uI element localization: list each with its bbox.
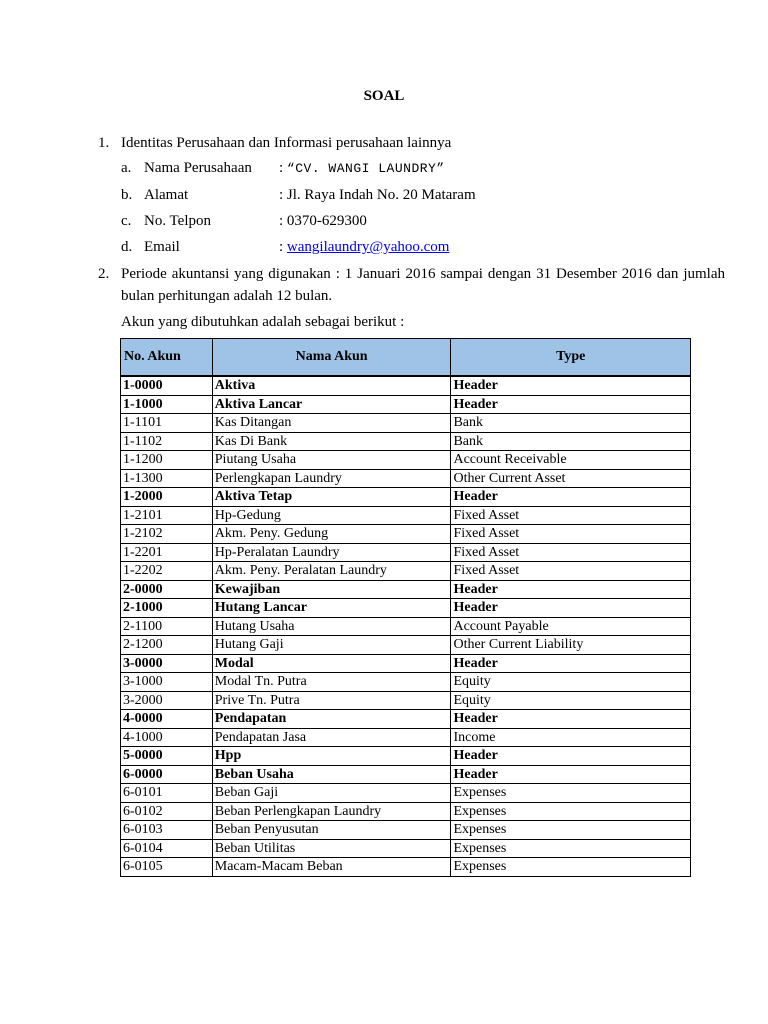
- item-letter: a.: [121, 160, 132, 176]
- section-1-heading: Identitas Perusahaan dan Informasi perusahaan lainnya: [121, 135, 452, 151]
- section-2-intro: Akun yang dibutuhkan adalah sebagai berikut :: [121, 314, 405, 330]
- account-type-cell: Bank: [451, 432, 691, 451]
- account-name-cell: Hutang Usaha: [212, 617, 451, 636]
- table-row: [121, 710, 691, 729]
- account-number-cell: 1-1102: [121, 432, 213, 451]
- account-number-cell: 6-0103: [121, 821, 213, 840]
- account-name-cell: Aktiva: [212, 376, 451, 395]
- phone-value: 0370-629300: [286, 213, 367, 229]
- item-label: No. Telpon: [144, 213, 212, 229]
- table-row: [121, 395, 691, 414]
- account-name-cell: Hutang Lancar: [212, 599, 451, 618]
- item-separator: :: [279, 213, 287, 229]
- account-number-cell: 3-1000: [121, 673, 213, 692]
- table-row: [121, 673, 691, 692]
- table-row: [121, 654, 691, 673]
- header-type: Type: [451, 339, 691, 377]
- table-row: [121, 580, 691, 599]
- table-row: [121, 691, 691, 710]
- account-number-cell: 6-0102: [121, 802, 213, 821]
- table-row: [121, 765, 691, 784]
- account-name-cell: Hutang Gaji: [212, 636, 451, 655]
- email-link[interactable]: wangilaundry@yahoo.com: [286, 239, 450, 255]
- account-number-cell: 2-1100: [121, 617, 213, 636]
- account-name-cell: Kewajiban: [212, 580, 451, 599]
- account-number-cell: 4-0000: [121, 710, 213, 729]
- table-row: [121, 839, 691, 858]
- account-number-cell: 6-0105: [121, 858, 213, 877]
- account-name-cell: Macam-Macam Beban: [212, 858, 451, 877]
- account-type-cell: Header: [451, 376, 691, 395]
- account-type-cell: Other Current Liability: [451, 636, 691, 655]
- account-number-cell: 3-0000: [121, 654, 213, 673]
- table-row: [121, 821, 691, 840]
- header-nama-akun: Nama Akun: [212, 339, 451, 377]
- item-value: [279, 186, 476, 204]
- address-value: Jl. Raya Indah No. 20 Mataram: [286, 187, 476, 203]
- account-number-cell: 1-1101: [121, 414, 213, 433]
- account-type-cell: Other Current Asset: [451, 469, 691, 488]
- table-row: [121, 562, 691, 581]
- account-type-cell: Header: [451, 765, 691, 784]
- table-row: [121, 599, 691, 618]
- account-name-cell: Beban Penyusutan: [212, 821, 451, 840]
- account-name-cell: Akm. Peny. Peralatan Laundry: [212, 562, 451, 581]
- account-name-cell: Piutang Usaha: [212, 451, 451, 470]
- item-separator: :: [279, 239, 287, 255]
- table-row: [121, 469, 691, 488]
- table-row: [121, 451, 691, 470]
- account-number-cell: 6-0000: [121, 765, 213, 784]
- account-name-cell: Hpp: [212, 747, 451, 766]
- account-type-cell: Bank: [451, 414, 691, 433]
- account-number-cell: 2-0000: [121, 580, 213, 599]
- account-type-cell: Account Receivable: [451, 451, 691, 470]
- account-name-cell: Modal: [212, 654, 451, 673]
- account-number-cell: 1-2202: [121, 562, 213, 581]
- account-type-cell: Fixed Asset: [451, 525, 691, 544]
- table-row: [121, 506, 691, 525]
- table-row: [121, 376, 691, 395]
- account-name-cell: Aktiva Lancar: [212, 395, 451, 414]
- account-type-cell: Header: [451, 599, 691, 618]
- table-body: [121, 376, 691, 876]
- item-value: [279, 159, 445, 178]
- account-number-cell: 1-1200: [121, 451, 213, 470]
- account-name-cell: Beban Usaha: [212, 765, 451, 784]
- account-type-cell: Equity: [451, 673, 691, 692]
- table-row: [121, 802, 691, 821]
- account-number-cell: 2-1200: [121, 636, 213, 655]
- account-type-cell: Fixed Asset: [451, 506, 691, 525]
- item-separator: :: [279, 187, 287, 203]
- table-row: [121, 525, 691, 544]
- table-row: [121, 728, 691, 747]
- account-type-cell: Expenses: [451, 784, 691, 803]
- item-letter: c.: [121, 213, 132, 229]
- account-type-cell: Equity: [451, 691, 691, 710]
- account-name-cell: Prive Tn. Putra: [212, 691, 451, 710]
- company-name: “CV. WANGI LAUNDRY”: [286, 161, 445, 176]
- table-row: [121, 432, 691, 451]
- table-row: [121, 747, 691, 766]
- account-number-cell: 6-0101: [121, 784, 213, 803]
- account-name-cell: Hp-Gedung: [212, 506, 451, 525]
- account-type-cell: Income: [451, 728, 691, 747]
- header-no-akun: No. Akun: [121, 339, 213, 377]
- account-type-cell: Fixed Asset: [451, 543, 691, 562]
- account-number-cell: 1-0000: [121, 376, 213, 395]
- table-row: [121, 414, 691, 433]
- account-number-cell: 5-0000: [121, 747, 213, 766]
- item-letter: d.: [121, 239, 133, 255]
- account-number-cell: 3-2000: [121, 691, 213, 710]
- section-2-paragraph: Periode akuntansi yang digunakan : 1 Januari 2016 sampai dengan 31 Desember 2016 dan jumlah bulan perhitungan adalah 12 bulan.: [121, 266, 725, 304]
- page-title: SOAL: [363, 88, 405, 104]
- section-2-number: 2.: [98, 266, 110, 282]
- account-number-cell: 4-1000: [121, 728, 213, 747]
- account-name-cell: Perlengkapan Laundry: [212, 469, 451, 488]
- table-row: [121, 488, 691, 507]
- account-type-cell: Header: [451, 580, 691, 599]
- account-number-cell: 1-1000: [121, 395, 213, 414]
- account-type-cell: Header: [451, 488, 691, 507]
- account-name-cell: Modal Tn. Putra: [212, 673, 451, 692]
- account-type-cell: Account Payable: [451, 617, 691, 636]
- item-letter: b.: [121, 187, 133, 203]
- account-name-cell: Kas Ditangan: [212, 414, 451, 433]
- account-type-cell: Expenses: [451, 839, 691, 858]
- account-name-cell: Kas Di Bank: [212, 432, 451, 451]
- account-number-cell: 6-0104: [121, 839, 213, 858]
- account-number-cell: 1-1300: [121, 469, 213, 488]
- account-name-cell: Aktiva Tetap: [212, 488, 451, 507]
- account-type-cell: Header: [451, 747, 691, 766]
- account-type-cell: Header: [451, 395, 691, 414]
- table-row: [121, 784, 691, 803]
- item-label: Nama Perusahaan: [144, 160, 252, 176]
- table-row: [121, 543, 691, 562]
- account-type-cell: Header: [451, 654, 691, 673]
- table-header-row: [121, 339, 691, 377]
- accounts-table: [120, 338, 691, 877]
- account-type-cell: Fixed Asset: [451, 562, 691, 581]
- account-name-cell: Beban Utilitas: [212, 839, 451, 858]
- table-row: [121, 858, 691, 877]
- account-type-cell: Expenses: [451, 821, 691, 840]
- table-row: [121, 636, 691, 655]
- account-number-cell: 1-2102: [121, 525, 213, 544]
- account-name-cell: Hp-Peralatan Laundry: [212, 543, 451, 562]
- account-number-cell: 1-2000: [121, 488, 213, 507]
- account-type-cell: Header: [451, 710, 691, 729]
- account-name-cell: Pendapatan: [212, 710, 451, 729]
- section-1-number: 1.: [98, 135, 110, 151]
- account-name-cell: Akm. Peny. Gedung: [212, 525, 451, 544]
- item-label: Email: [144, 239, 180, 255]
- account-type-cell: Expenses: [451, 802, 691, 821]
- account-name-cell: Beban Gaji: [212, 784, 451, 803]
- table-row: [121, 617, 691, 636]
- item-label: Alamat: [144, 187, 189, 203]
- account-number-cell: 2-1000: [121, 599, 213, 618]
- account-number-cell: 1-2201: [121, 543, 213, 562]
- account-type-cell: Expenses: [451, 858, 691, 877]
- item-value: [279, 238, 449, 256]
- account-number-cell: 1-2101: [121, 506, 213, 525]
- account-name-cell: Pendapatan Jasa: [212, 728, 451, 747]
- item-value: [279, 212, 367, 230]
- item-separator: :: [279, 160, 287, 176]
- account-name-cell: Beban Perlengkapan Laundry: [212, 802, 451, 821]
